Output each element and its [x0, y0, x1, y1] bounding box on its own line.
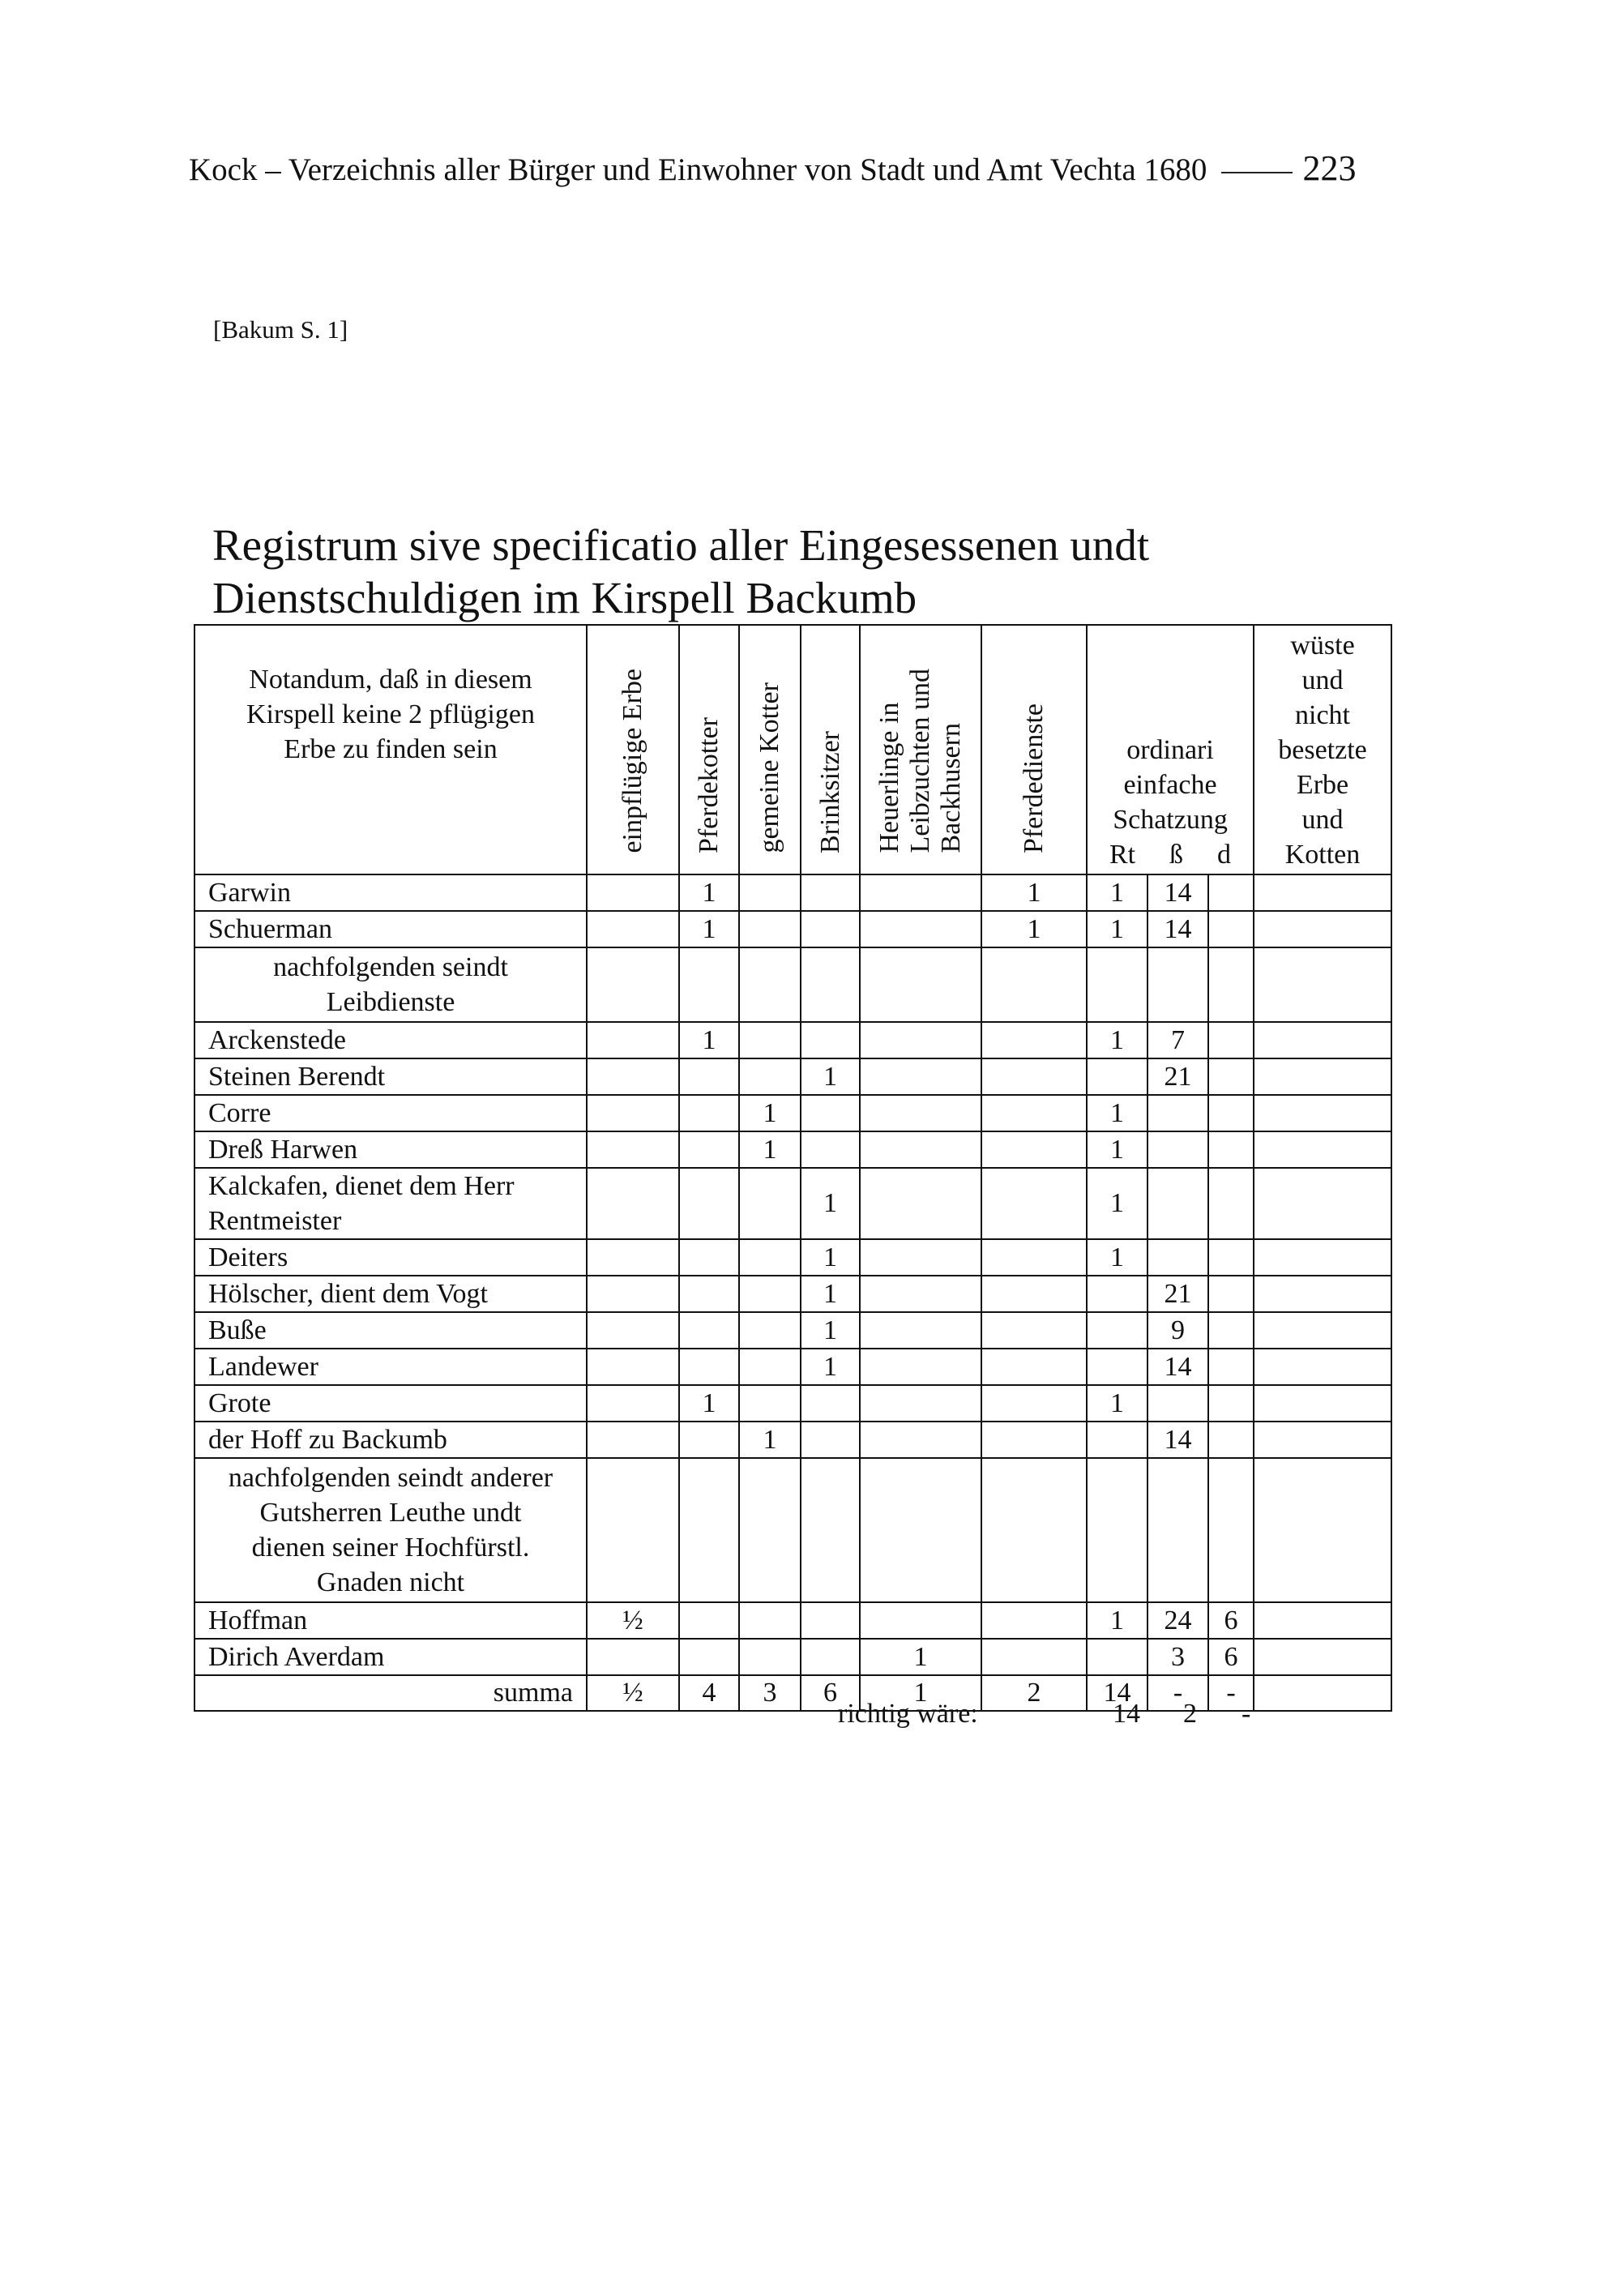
name-cell: Schuerman	[194, 911, 587, 947]
cell-heuerlinge	[860, 1022, 981, 1058]
cell-brinksitzer	[801, 1095, 860, 1131]
table-row	[194, 1168, 1391, 1239]
name-cell: Dreß Harwen	[194, 1131, 587, 1168]
cell-heuerlinge	[860, 1422, 981, 1458]
cell-pferdekotter	[679, 1639, 739, 1675]
cell-einpfluegige: ½	[587, 1602, 679, 1639]
header-pferdekotter: Pferdekotter	[679, 625, 739, 874]
summa-brinksitzer: 6	[801, 1675, 860, 1711]
cell-heuerlinge	[860, 1349, 981, 1385]
header-wueste-line: wüste	[1290, 631, 1355, 661]
cell-schilling: 3	[1147, 1639, 1208, 1675]
cell-pferdedienste: 1	[981, 911, 1087, 947]
notandum-cell	[194, 625, 587, 874]
cell-pferdedienste	[981, 1312, 1087, 1349]
source-reference: [Bakum S. 1]	[213, 315, 348, 344]
table-row	[194, 1385, 1391, 1422]
cell-pferdekotter	[679, 1095, 739, 1131]
correction-pfennig: -	[1242, 1699, 1251, 1729]
cell-pfennig	[1208, 1058, 1254, 1095]
cell-heuerlinge	[860, 911, 981, 947]
table-header-row	[194, 625, 1391, 874]
running-header	[189, 148, 1396, 189]
summa-pferdedienste: 2	[981, 1675, 1087, 1711]
name-cell: Deiters	[194, 1239, 587, 1276]
cell-wueste	[1254, 1458, 1391, 1602]
cell-brinksitzer	[801, 1458, 860, 1602]
cell-pferdedienste	[981, 1458, 1087, 1602]
header-schatzung	[1087, 625, 1254, 874]
cell-gemeine-kotter: 1	[739, 1095, 801, 1131]
cell-einpfluegige	[587, 1422, 679, 1458]
correction-schilling: 2	[1183, 1699, 1197, 1729]
table-row	[194, 1276, 1391, 1312]
cell-wueste	[1254, 1239, 1391, 1276]
name-line: Rentmeister	[208, 1206, 342, 1236]
header-pferdedienste: Pferdedienste	[981, 625, 1087, 874]
name-cell: Hölscher, dient dem Vogt	[194, 1276, 587, 1312]
cell-brinksitzer	[801, 874, 860, 911]
header-schatzung-line: ordinari	[1126, 735, 1214, 765]
summa-rt: 14	[1087, 1675, 1147, 1711]
table-row	[194, 947, 1391, 1022]
cell-pferdekotter: 1	[679, 1022, 739, 1058]
header-schatzung-line: Schatzung	[1113, 805, 1228, 835]
cell-einpfluegige	[587, 1095, 679, 1131]
cell-pferdedienste	[981, 947, 1087, 1022]
cell-pferdekotter	[679, 1349, 739, 1385]
summa-heuerlinge: 1	[860, 1675, 981, 1711]
cell-brinksitzer	[801, 1385, 860, 1422]
cell-pferdekotter	[679, 1131, 739, 1168]
header-einpfluegige-erbe: einpflügige Erbe	[587, 625, 679, 874]
cell-wueste	[1254, 1639, 1391, 1675]
notandum-line: Notandum, daß in diesem	[249, 664, 532, 695]
title-line: Registrum sive specificatio aller Eingesessenen undt	[212, 520, 1150, 570]
cell-rt: 1	[1087, 1022, 1147, 1058]
cell-pferdedienste: 1	[981, 874, 1087, 911]
name-cell: Landewer	[194, 1349, 587, 1385]
header-gemeine-kotter: gemeine Kotter	[739, 625, 801, 874]
section-note-cell	[194, 1458, 587, 1602]
page-number: 223	[1302, 148, 1357, 188]
cell-wueste	[1254, 1602, 1391, 1639]
cell-brinksitzer: 1	[801, 1349, 860, 1385]
cell-pfennig	[1208, 1385, 1254, 1422]
cell-brinksitzer: 1	[801, 1239, 860, 1276]
name-cell: Grote	[194, 1385, 587, 1422]
header-schilling: ß	[1169, 840, 1184, 870]
header-heuerlinge-line: Heuerlinge in	[874, 703, 904, 853]
cell-gemeine-kotter	[739, 1458, 801, 1602]
name-cell: Arckenstede	[194, 1022, 587, 1058]
cell-pfennig	[1208, 1095, 1254, 1131]
cell-wueste	[1254, 1349, 1391, 1385]
cell-wueste	[1254, 1385, 1391, 1422]
cell-rt: 1	[1087, 911, 1147, 947]
summa-schilling: -	[1147, 1675, 1208, 1711]
cell-schilling: 14	[1147, 1349, 1208, 1385]
table-row	[194, 1022, 1391, 1058]
table-row	[194, 1422, 1391, 1458]
cell-schilling: 21	[1147, 1276, 1208, 1312]
cell-pferdedienste	[981, 1276, 1087, 1312]
header-wueste-line: und	[1301, 665, 1344, 695]
title-line: Dienstschuldigen im Kirspell Backumb	[212, 573, 917, 622]
cell-pferdedienste	[981, 1602, 1087, 1639]
cell-heuerlinge	[860, 1276, 981, 1312]
cell-gemeine-kotter	[739, 911, 801, 947]
cell-einpfluegige	[587, 1276, 679, 1312]
cell-pfennig	[1208, 1458, 1254, 1602]
cell-rt: 1	[1087, 1239, 1147, 1276]
cell-pfennig	[1208, 1239, 1254, 1276]
cell-einpfluegige	[587, 1022, 679, 1058]
table-row	[194, 1639, 1391, 1675]
cell-einpfluegige	[587, 1385, 679, 1422]
cell-pferdekotter: 1	[679, 874, 739, 911]
summa-wueste	[1254, 1675, 1391, 1711]
cell-wueste	[1254, 1022, 1391, 1058]
cell-rt	[1087, 1276, 1147, 1312]
cell-gemeine-kotter	[739, 1239, 801, 1276]
table-row	[194, 1058, 1391, 1095]
cell-einpfluegige	[587, 1639, 679, 1675]
cell-wueste	[1254, 1058, 1391, 1095]
header-brinksitzer: Brinksitzer	[801, 625, 860, 874]
name-cell: der Hoff zu Backumb	[194, 1422, 587, 1458]
cell-gemeine-kotter	[739, 1602, 801, 1639]
cell-rt: 1	[1087, 874, 1147, 911]
cell-pferdekotter: 1	[679, 1385, 739, 1422]
cell-pfennig: 6	[1208, 1639, 1254, 1675]
cell-einpfluegige	[587, 947, 679, 1022]
header-heuerlinge	[860, 625, 981, 874]
cell-schilling	[1147, 1458, 1208, 1602]
cell-gemeine-kotter	[739, 1349, 801, 1385]
table-row	[194, 1349, 1391, 1385]
cell-schilling	[1147, 1385, 1208, 1422]
cell-schilling: 14	[1147, 1422, 1208, 1458]
cell-heuerlinge	[860, 1312, 981, 1349]
table-row	[194, 1458, 1391, 1602]
header-rt: Rt	[1109, 840, 1136, 870]
cell-pferdedienste	[981, 1058, 1087, 1095]
cell-pferdekotter	[679, 1458, 739, 1602]
cell-heuerlinge	[860, 1095, 981, 1131]
header-wueste-line: nicht	[1295, 700, 1350, 730]
cell-schilling: 14	[1147, 874, 1208, 911]
cell-pfennig	[1208, 947, 1254, 1022]
cell-rt	[1087, 1422, 1147, 1458]
cell-brinksitzer	[801, 1131, 860, 1168]
cell-brinksitzer	[801, 911, 860, 947]
cell-pfennig	[1208, 1131, 1254, 1168]
cell-heuerlinge	[860, 1602, 981, 1639]
cell-pferdedienste	[981, 1422, 1087, 1458]
section-note-line: Leibdienste	[326, 987, 455, 1017]
cell-pfennig	[1208, 911, 1254, 947]
cell-gemeine-kotter	[739, 1168, 801, 1239]
cell-pfennig	[1208, 1168, 1254, 1239]
cell-pfennig	[1208, 1349, 1254, 1385]
cell-heuerlinge	[860, 1131, 981, 1168]
table-row	[194, 1239, 1391, 1276]
cell-pfennig: 6	[1208, 1602, 1254, 1639]
cell-heuerlinge	[860, 1058, 981, 1095]
cell-pferdedienste	[981, 1349, 1087, 1385]
summa-einpfluegige: ½	[587, 1675, 679, 1711]
cell-heuerlinge	[860, 1458, 981, 1602]
cell-brinksitzer	[801, 1422, 860, 1458]
cell-gemeine-kotter: 1	[739, 1131, 801, 1168]
table-row	[194, 874, 1391, 911]
cell-pfennig	[1208, 874, 1254, 911]
table-row	[194, 911, 1391, 947]
section-note-line: dienen seiner Hochfürstl.	[251, 1533, 530, 1563]
cell-einpfluegige	[587, 911, 679, 947]
cell-rt	[1087, 947, 1147, 1022]
cell-gemeine-kotter	[739, 1022, 801, 1058]
cell-wueste	[1254, 1422, 1391, 1458]
cell-wueste	[1254, 1168, 1391, 1239]
cell-heuerlinge	[860, 1385, 981, 1422]
cell-pfennig	[1208, 1022, 1254, 1058]
summa-pferdekotter: 4	[679, 1675, 739, 1711]
section-note-line: nachfolgenden seindt	[273, 952, 508, 982]
cell-pferdekotter	[679, 947, 739, 1022]
cell-pfennig	[1208, 1276, 1254, 1312]
cell-brinksitzer	[801, 1602, 860, 1639]
cell-pferdekotter	[679, 1239, 739, 1276]
cell-rt	[1087, 1058, 1147, 1095]
cell-wueste	[1254, 911, 1391, 947]
name-cell	[194, 1168, 587, 1239]
correction-rt: 14	[1113, 1699, 1140, 1729]
cell-pferdedienste	[981, 1385, 1087, 1422]
cell-rt	[1087, 1639, 1147, 1675]
header-wueste-line: und	[1301, 805, 1344, 835]
cell-schilling: 7	[1147, 1022, 1208, 1058]
cell-brinksitzer: 1	[801, 1312, 860, 1349]
cell-brinksitzer	[801, 1022, 860, 1058]
cell-rt: 1	[1087, 1385, 1147, 1422]
document-title	[212, 519, 1428, 624]
notandum-line: Kirspell keine 2 pflügigen	[246, 699, 535, 729]
cell-gemeine-kotter: 1	[739, 1422, 801, 1458]
cell-wueste	[1254, 1131, 1391, 1168]
cell-rt: 1	[1087, 1168, 1147, 1239]
cell-heuerlinge	[860, 947, 981, 1022]
summa-pfennig: -	[1208, 1675, 1254, 1711]
cell-wueste	[1254, 947, 1391, 1022]
cell-schilling: 24	[1147, 1602, 1208, 1639]
cell-pferdedienste	[981, 1639, 1087, 1675]
cell-schilling: 14	[1147, 911, 1208, 947]
header-heuerlinge-line: Backhusern	[936, 723, 966, 853]
header-wueste-line: besetzte	[1278, 735, 1367, 765]
cell-schilling	[1147, 1095, 1208, 1131]
header-wueste-line: Erbe	[1296, 770, 1349, 800]
name-cell: Buße	[194, 1312, 587, 1349]
table-row	[194, 1602, 1391, 1639]
header-rule	[1221, 172, 1293, 173]
cell-brinksitzer: 1	[801, 1058, 860, 1095]
name-cell: Corre	[194, 1095, 587, 1131]
cell-einpfluegige	[587, 1058, 679, 1095]
section-note-line: nachfolgenden seindt anderer	[228, 1463, 553, 1493]
cell-pfennig	[1208, 1312, 1254, 1349]
cell-einpfluegige	[587, 1239, 679, 1276]
cell-wueste	[1254, 1276, 1391, 1312]
section-note-cell	[194, 947, 587, 1022]
cell-brinksitzer	[801, 947, 860, 1022]
cell-wueste	[1254, 1095, 1391, 1131]
name-line: Kalckafen, dienet dem Herr	[208, 1171, 515, 1201]
cell-pferdedienste	[981, 1095, 1087, 1131]
cell-wueste	[1254, 874, 1391, 911]
cell-brinksitzer: 1	[801, 1168, 860, 1239]
header-wueste-line: Kotten	[1284, 840, 1361, 870]
name-cell: Hoffman	[194, 1602, 587, 1639]
cell-pferdekotter	[679, 1168, 739, 1239]
cell-pferdedienste	[981, 1022, 1087, 1058]
cell-pferdekotter: 1	[679, 911, 739, 947]
cell-rt: 1	[1087, 1131, 1147, 1168]
name-cell: Garwin	[194, 874, 587, 911]
cell-heuerlinge	[860, 1168, 981, 1239]
cell-pfennig	[1208, 1422, 1254, 1458]
header-heuerlinge-line: Leibzuchten und	[905, 669, 935, 853]
table-row	[194, 1095, 1391, 1131]
cell-pferdekotter	[679, 1422, 739, 1458]
cell-gemeine-kotter	[739, 1058, 801, 1095]
cell-heuerlinge: 1	[860, 1639, 981, 1675]
cell-gemeine-kotter	[739, 947, 801, 1022]
cell-wueste	[1254, 1312, 1391, 1349]
register-table	[194, 624, 1392, 1712]
summa-row	[194, 1675, 1391, 1711]
cell-pferdedienste	[981, 1168, 1087, 1239]
cell-pferdedienste	[981, 1239, 1087, 1276]
cell-rt	[1087, 1458, 1147, 1602]
header-pfennig: d	[1217, 840, 1231, 870]
table-row	[194, 1312, 1391, 1349]
cell-schilling	[1147, 1239, 1208, 1276]
summa-label: summa	[194, 1675, 587, 1711]
section-note-line: Gnaden nicht	[316, 1567, 465, 1597]
correction-label: richtig wäre:	[838, 1699, 978, 1729]
cell-brinksitzer: 1	[801, 1276, 860, 1312]
cell-einpfluegige	[587, 1312, 679, 1349]
header-schatzung-line: einfache	[1123, 770, 1217, 800]
notandum-line: Erbe zu finden sein	[284, 733, 498, 764]
cell-einpfluegige	[587, 1349, 679, 1385]
cell-pferdekotter	[679, 1312, 739, 1349]
name-cell: Steinen Berendt	[194, 1058, 587, 1095]
cell-schilling: 21	[1147, 1058, 1208, 1095]
cell-einpfluegige	[587, 1458, 679, 1602]
cell-pferdekotter	[679, 1058, 739, 1095]
cell-einpfluegige	[587, 874, 679, 911]
cell-pferdedienste	[981, 1131, 1087, 1168]
cell-schilling	[1147, 1131, 1208, 1168]
cell-pferdekotter	[679, 1602, 739, 1639]
cell-schilling	[1147, 1168, 1208, 1239]
cell-heuerlinge	[860, 1239, 981, 1276]
cell-gemeine-kotter	[739, 1312, 801, 1349]
cell-schilling: 9	[1147, 1312, 1208, 1349]
cell-rt	[1087, 1349, 1147, 1385]
summa-gemeine-kotter: 3	[739, 1675, 801, 1711]
cell-pferdekotter	[679, 1276, 739, 1312]
cell-brinksitzer	[801, 1639, 860, 1675]
name-cell: Dirich Averdam	[194, 1639, 587, 1675]
cell-gemeine-kotter	[739, 1276, 801, 1312]
cell-heuerlinge	[860, 874, 981, 911]
cell-rt: 1	[1087, 1095, 1147, 1131]
cell-gemeine-kotter	[739, 1385, 801, 1422]
running-title: Kock – Verzeichnis aller Bürger und Einwohner von Stadt und Amt Vechta 1680	[189, 152, 1207, 187]
cell-rt	[1087, 1312, 1147, 1349]
table-row	[194, 1131, 1391, 1168]
cell-rt: 1	[1087, 1602, 1147, 1639]
cell-gemeine-kotter	[739, 874, 801, 911]
cell-einpfluegige	[587, 1131, 679, 1168]
cell-schilling	[1147, 947, 1208, 1022]
cell-gemeine-kotter	[739, 1639, 801, 1675]
cell-einpfluegige	[587, 1168, 679, 1239]
section-note-line: Gutsherren Leuthe undt	[259, 1498, 522, 1528]
header-wueste	[1254, 625, 1391, 874]
